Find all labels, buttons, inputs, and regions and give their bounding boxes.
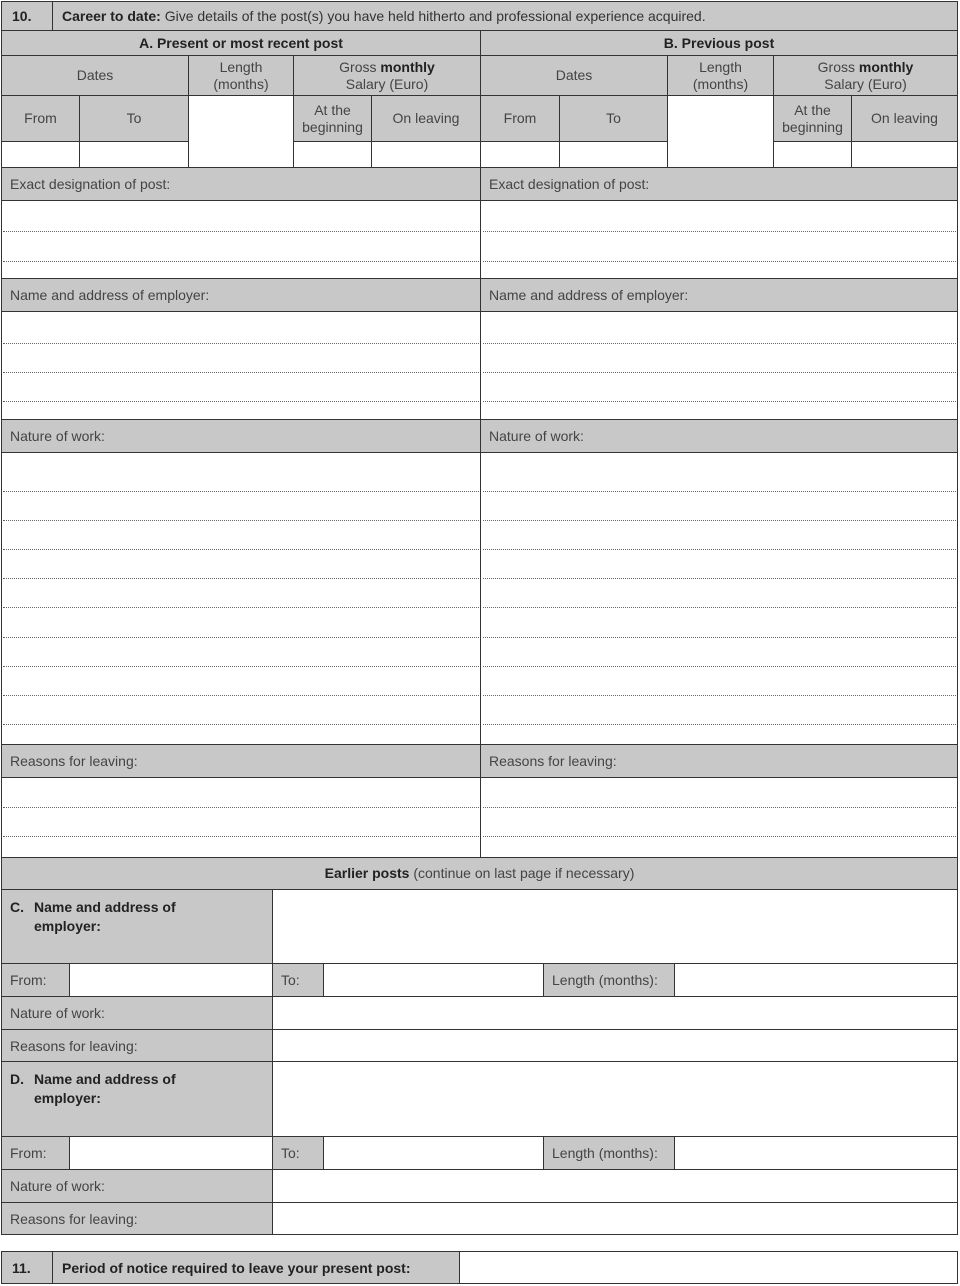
post-a-reasons-field[interactable] [1,777,481,858]
dotted-line [483,724,956,725]
post-a-dates-label: Dates [1,55,189,96]
post-b-reasons-field[interactable] [480,777,958,858]
dotted-line [483,520,956,521]
post-a-to-field[interactable] [79,141,189,168]
post-c-length-label: Length (months): [543,963,675,997]
dotted-line [3,637,479,638]
post-b-header: B. Previous post [480,30,958,56]
section-10-instruction: Give details of the post(s) you have held hitherto and professional experience acquired. [164,8,706,24]
dotted-line [3,520,479,521]
post-c-employer-field[interactable] [272,889,958,964]
post-d-to-label: To: [272,1136,324,1170]
dotted-line [3,549,479,550]
dotted-line [483,607,956,608]
post-d-nature-field[interactable] [272,1169,958,1203]
post-a-nature-field[interactable] [1,452,481,745]
dotted-line [483,491,956,492]
post-a-from-field[interactable] [1,141,80,168]
post-b-salary-leaving-field[interactable] [851,141,958,168]
dotted-line [483,549,956,550]
post-d-from-field[interactable] [69,1136,273,1170]
dotted-line [3,666,479,667]
section-11-label: Period of notice required to leave your present post: [52,1251,460,1284]
post-a-salary-beginning-field[interactable] [293,141,372,168]
post-a-length-field[interactable] [188,95,294,168]
post-a-header: A. Present or most recent post [1,30,481,56]
dotted-line [3,372,479,373]
dotted-line [483,578,956,579]
post-a-length-label: Length (months) [188,55,294,96]
post-d-employer-label: D. Name and address of employer: [1,1061,273,1137]
post-b-salary-label: Gross monthly Salary (Euro) [773,55,958,96]
post-b-salary-beginning-field[interactable] [773,141,852,168]
post-c-reasons-field[interactable] [272,1029,958,1062]
section-10-number: 10. [1,1,53,31]
dotted-line [483,372,956,373]
post-a-salary-leaving-field[interactable] [371,141,481,168]
post-d-from-label: From: [1,1136,70,1170]
post-b-from-label: From [480,95,560,142]
section-10-title: Career to date: [62,8,161,24]
dotted-line [483,401,956,402]
post-c-to-label: To: [272,963,324,997]
post-c-nature-field[interactable] [272,996,958,1030]
post-b-designation-label: Exact designation of post: [480,167,958,201]
post-d-reasons-label: Reasons for leaving: [1,1202,273,1235]
post-b-length-field[interactable] [667,95,774,168]
post-a-nature-label: Nature of work: [1,419,481,453]
post-b-to-field[interactable] [559,141,668,168]
post-d-length-label: Length (months): [543,1136,675,1170]
post-d-employer-field[interactable] [272,1061,958,1137]
post-b-length-label: Length (months) [667,55,774,96]
dotted-line [3,578,479,579]
post-b-employer-label: Name and address of employer: [480,278,958,312]
post-b-at-beginning-label: At the beginning [773,95,852,142]
post-c-to-field[interactable] [323,963,544,997]
dotted-line [483,666,956,667]
post-a-salary-label: Gross monthly Salary (Euro) [293,55,481,96]
post-a-at-beginning-label: At the beginning [293,95,372,142]
post-c-reasons-label: Reasons for leaving: [1,1029,273,1062]
post-d-length-field[interactable] [674,1136,958,1170]
post-c-employer-label: C. Name and address of employer: [1,889,273,964]
post-c-from-label: From: [1,963,70,997]
post-a-to-label: To [79,95,189,142]
post-a-from-label: From [1,95,80,142]
post-d-reasons-field[interactable] [272,1202,958,1235]
post-a-on-leaving-label: On leaving [371,95,481,142]
dotted-line [3,343,479,344]
section-11-number: 11. [1,1251,53,1284]
post-b-nature-label: Nature of work: [480,419,958,453]
dotted-line [483,637,956,638]
dotted-line [483,261,956,262]
dotted-line [3,491,479,492]
dotted-line [483,231,956,232]
post-c-from-field[interactable] [69,963,273,997]
dotted-line [3,695,479,696]
section-10-heading [52,1,958,31]
dotted-line [483,695,956,696]
post-b-to-label: To [559,95,668,142]
dotted-line [3,231,479,232]
post-a-reasons-label: Reasons for leaving: [1,744,481,778]
post-c-length-field[interactable] [674,963,958,997]
post-b-employer-field[interactable] [480,311,958,420]
post-d-to-field[interactable] [323,1136,544,1170]
notice-period-field[interactable] [459,1251,958,1284]
dotted-line [3,607,479,608]
post-b-reasons-label: Reasons for leaving: [480,744,958,778]
dotted-line [3,836,479,837]
post-a-designation-label: Exact designation of post: [1,167,481,201]
earlier-posts-title: Earlier posts [324,865,410,882]
post-b-on-leaving-label: On leaving [851,95,958,142]
dotted-line [3,807,479,808]
dotted-line [483,807,956,808]
post-d-nature-label: Nature of work: [1,1169,273,1203]
post-b-from-field[interactable] [480,141,560,168]
post-b-dates-label: Dates [480,55,668,96]
dotted-line [483,836,956,837]
dotted-line [3,261,479,262]
dotted-line [483,343,956,344]
post-a-employer-field[interactable] [1,311,481,420]
dotted-line [3,401,479,402]
earlier-posts-note: (continue on last page if necessary) [413,865,635,882]
earlier-posts-header [1,857,958,890]
post-b-designation-field[interactable] [480,200,958,279]
post-a-designation-field[interactable] [1,200,481,279]
post-a-employer-label: Name and address of employer: [1,278,481,312]
post-c-nature-label: Nature of work: [1,996,273,1030]
post-b-nature-field[interactable] [480,452,958,745]
dotted-line [3,724,479,725]
